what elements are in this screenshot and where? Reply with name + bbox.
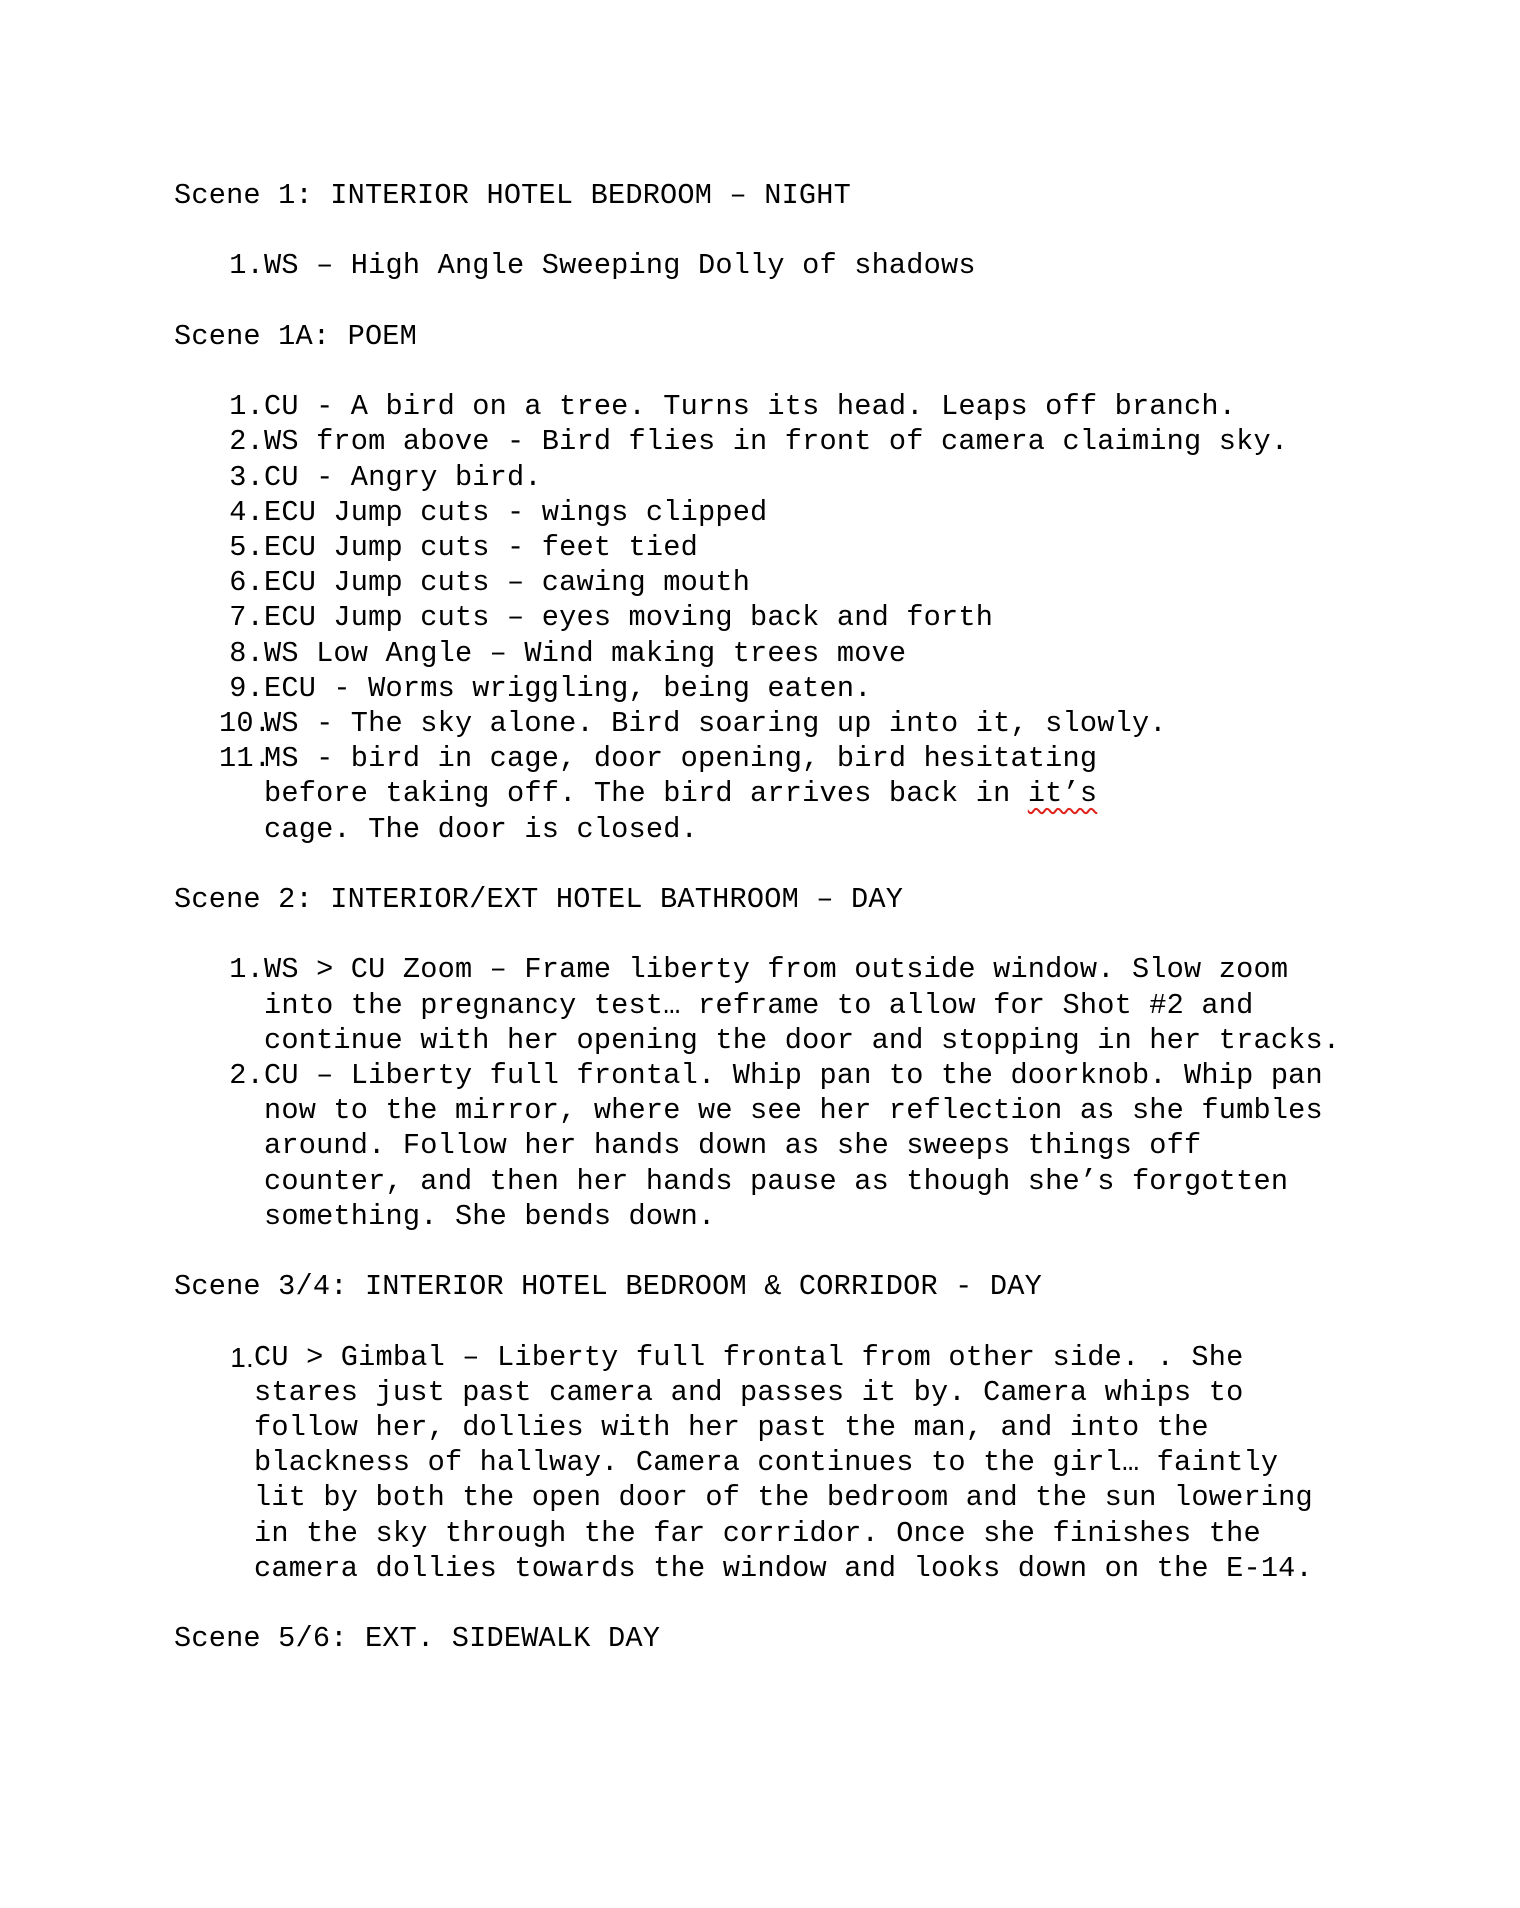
shot-item [174, 530, 1404, 565]
scene-shot-list [174, 952, 1404, 1234]
shot-item [174, 248, 1404, 283]
shot-item [174, 671, 1404, 706]
shot-item [174, 565, 1404, 600]
shot-description: CU > Gimbal – Liberty full frontal from other side. . She stares just past camera and passes it by. Camera whips to follow her, dollies with her past the man, and into the blackness of hallway. Camera continues to the girl… faintly lit by both the open door of the bedroom and the sun lowering in the sky through the far corridor. Once she finishes the camera dollies towards the window and looks down on the E-14. [254, 1340, 1313, 1585]
scene-heading: Scene 3/4: INTERIOR HOTEL BEDROOM & CORRIDOR - DAY [174, 1270, 1042, 1304]
shot-description: ECU - Worms wriggling, being eaten. [264, 671, 872, 705]
shot-description: ECU Jump cuts – eyes moving back and forth [264, 601, 994, 635]
scene-heading: Scene 1A: POEM [174, 319, 418, 353]
spelling-flagged-word: it’s [1027, 777, 1098, 811]
shot-description: CU - A bird on a tree. Turns its head. Leaps off branch. [264, 390, 1237, 424]
shot-description: ECU Jump cuts - wings clipped [264, 495, 768, 529]
shot-description: ECU Jump cuts – cawing mouth [264, 566, 751, 600]
shot-number: 1. [229, 953, 264, 987]
shot-number: 4. [229, 495, 264, 529]
shot-description: WS from above - Bird flies in front of camera claiming sky. [264, 425, 1289, 459]
shot-item [174, 706, 1404, 741]
shot-description [264, 741, 1144, 847]
shot-number: 10. [219, 707, 272, 740]
shot-description: WS > CU Zoom – Frame liberty from outside window. Slow zoom into the pregnancy test… reframe to allow for Shot #2 and continue with her opening the door and stopping in her tracks. [264, 953, 1341, 1057]
scene-heading: Scene 5/6: EXT. SIDEWALK DAY [174, 1622, 661, 1656]
scene-shot-list [174, 1340, 1404, 1586]
shot-item [174, 600, 1404, 635]
shot-item [174, 460, 1404, 495]
shot-list-document [174, 178, 1404, 1692]
shot-item [174, 424, 1404, 459]
shot-item [174, 741, 1404, 847]
shot-number: 6. [229, 566, 264, 600]
scene-heading: Scene 1: INTERIOR HOTEL BEDROOM – NIGHT [174, 179, 852, 212]
shot-description: CU - Angry bird. [264, 460, 542, 494]
shot-number: 9. [229, 671, 264, 705]
shot-number: 1. [229, 249, 264, 283]
shot-number: 11. [219, 742, 272, 776]
shot-item [174, 1340, 1404, 1586]
shot-text: MS - bird in cage, door opening, bird hesitating before taking off. The bird arrives back in [264, 742, 1098, 811]
shot-number: 1. [230, 1341, 254, 1373]
shot-text: cage. The door is closed. [264, 812, 698, 846]
shot-description: WS Low Angle – Wind making trees move [264, 636, 907, 670]
shot-description: ECU Jump cuts - feet tied [264, 530, 698, 564]
shot-number: 2. [229, 1059, 264, 1092]
shot-item [174, 636, 1404, 671]
shot-number: 3. [229, 460, 264, 494]
shot-item [174, 952, 1404, 1058]
shot-number: 1. [229, 390, 264, 424]
shot-item [174, 1058, 1404, 1234]
shot-item [174, 495, 1404, 530]
scene-shot-list [174, 248, 1404, 283]
shot-description: WS – High Angle Sweeping Dolly of shadows [264, 249, 976, 283]
scene-shot-list [174, 389, 1404, 847]
shot-number: 7. [229, 601, 264, 635]
shot-number: 5. [229, 530, 264, 564]
shot-description: CU – Liberty full frontal. Whip pan to the doorknob. Whip pan now to the mirror, where we see her reflection as she fumbles around. Follow her hands down as she sweeps things off counter, and then her hands pause as though she’s forgotten something. She bends down. [264, 1059, 1323, 1233]
scene-heading: Scene 2: INTERIOR/EXT HOTEL BATHROOM – DAY [174, 883, 904, 916]
shot-item [174, 389, 1404, 424]
shot-description: WS - The sky alone. Bird soaring up into it, slowly. [264, 707, 1167, 740]
shot-number: 2. [229, 425, 264, 459]
shot-number: 8. [229, 636, 264, 670]
